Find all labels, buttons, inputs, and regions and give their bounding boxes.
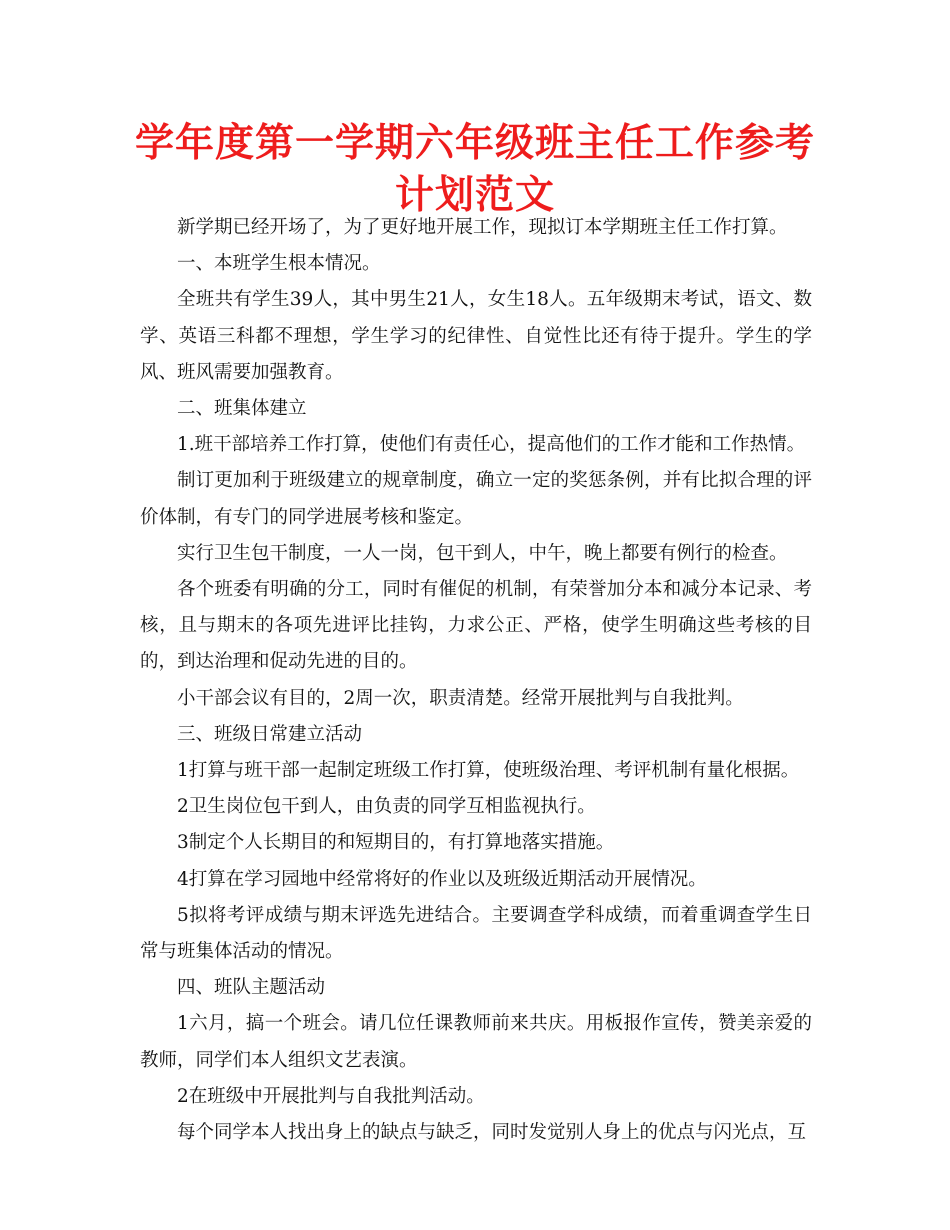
- paragraph: 制订更加利于班级建立的规章制度，确立一定的奖惩条例，并有比拟合理的评价体制，有专门的同学进展考核和鉴定。: [140, 470, 812, 528]
- paragraph: 实行卫生包干制度，一人一岗，包干到人，中午，晚上都要有例行的检查。: [177, 542, 788, 564]
- paragraph: 各个班委有明确的分工，同时有催促的机制，有荣誉加分本和减分本记录、考核，且与期末的各项先进评比挂钩，力求公正、严格，使学生明确这些考核的目的，到达治理和促动先进的目的。: [140, 579, 812, 673]
- section-heading: 一、本班学生根本情况。: [177, 253, 381, 275]
- paragraph: 小干部会议有目的，2周一次，职责清楚。经常开展批判与自我批判。: [177, 687, 744, 709]
- list-item: 2在班级中开展批判与自我批判活动。: [177, 1085, 485, 1107]
- list-item: 3制定个人长期目的和短期目的，有打算地落实措施。: [177, 832, 615, 854]
- section-heading: 二、班集体建立: [177, 398, 307, 420]
- paragraph: 新学期已经开场了，为了更好地开展工作，现拟订本学期班主任工作打算。: [177, 217, 788, 238]
- list-item: 1打算与班干部一起制定班级工作打算，使班级治理、考评机制有量化根据。: [177, 760, 800, 782]
- section-heading: 四、班队主题活动: [177, 977, 326, 999]
- list-item: 1六月，搞一个班会。请几位任课教师前来共庆。用板报作宣传，赞美亲爱的教师，同学们本人组织文艺表演。: [140, 1013, 812, 1071]
- list-item: 4打算在学习园地中经常将好的作业以及班级近期活动开展情况。: [177, 868, 707, 890]
- paragraph: 1.班干部培养工作打算，使他们有责任心，提高他们的工作才能和工作热情。: [177, 434, 806, 456]
- section-heading: 三、班级日常建立活动: [177, 723, 363, 745]
- list-item: 2卫生岗位包干到人，由负责的同学互相监视执行。: [177, 796, 596, 818]
- document-title: 学年度第一学期六年级班主任工作参考计划范文: [134, 121, 815, 218]
- paragraph: 全班共有学生39人，其中男生21人，女生18人。五年级期末考试，语文、数学、英语三科都不理想，学生学习的纪律性、自觉性比还有待于提升。学生的学风、班风需要加强教育。: [140, 289, 812, 383]
- paragraph: 每个同学本人找出身上的缺点与缺乏，同时发觉别人身上的优点与闪光点，互: [177, 1122, 807, 1144]
- document-body: [140, 210, 812, 1151]
- list-item: 5拟将考评成绩与期末评选先进结合。主要调查学科成绩，而着重调查学生日常与班集体活动的情况。: [140, 904, 812, 963]
